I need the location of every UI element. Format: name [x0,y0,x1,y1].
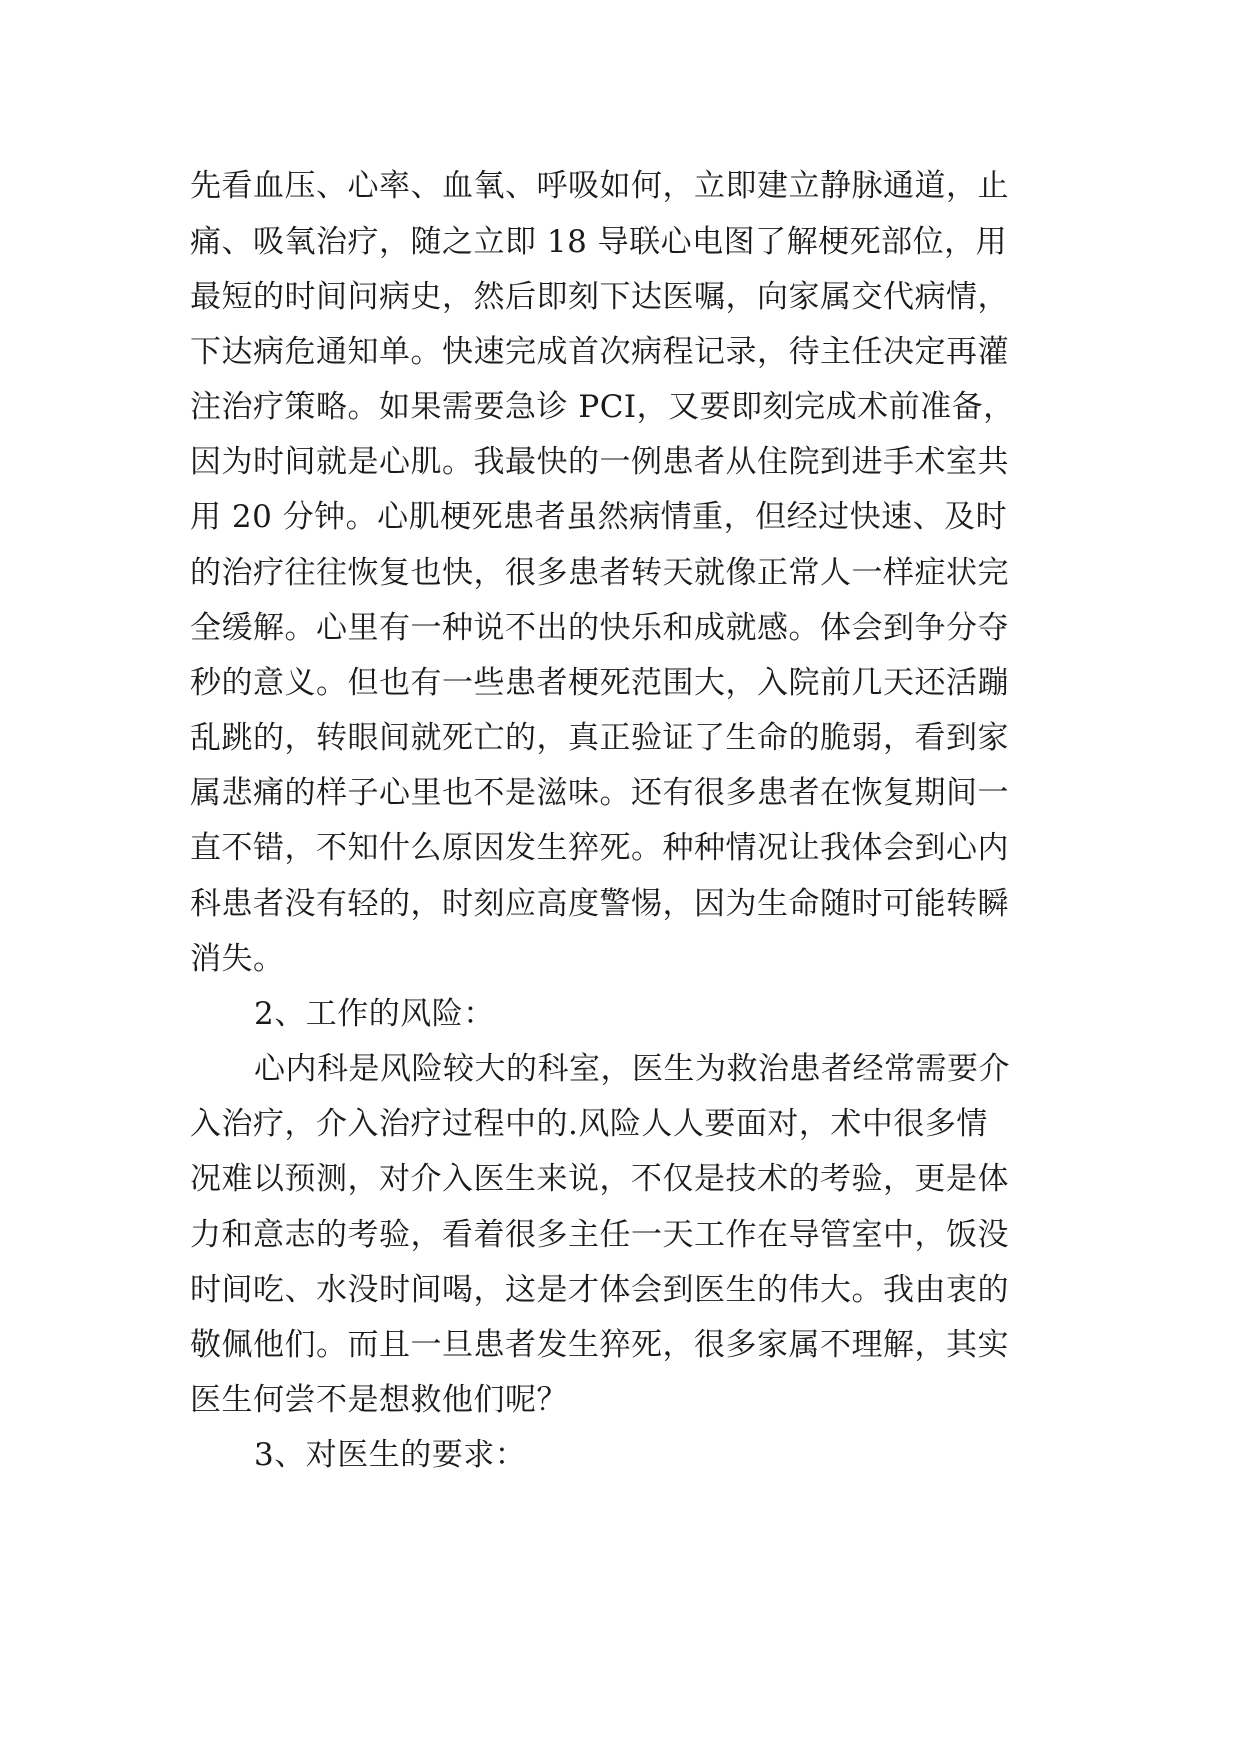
text-line: 痛、吸氧治疗，随之立即 18 导联心电图了解梗死部位，用 [190,224,1008,260]
text-line: 科患者没有轻的，时刻应高度警惕，因为生命随时可能转瞬 [190,886,1009,922]
text-line: 消失。 [190,941,285,977]
text-line: 敬佩他们。而且一旦患者发生猝死，很多家属不理解，其实 [190,1327,1009,1363]
text-line: 时间吃、水没时间喝，这是才体会到医生的伟大。我由衷的 [190,1272,1009,1308]
text-line: 全缓解。心里有一种说不出的快乐和成就感。体会到争分夺 [190,610,1009,646]
text-line: 属悲痛的样子心里也不是滋味。还有很多患者在恢复期间一 [190,775,1009,811]
paragraph-first-line: 心内科是风险较大的科室，医生为救治患者经常需要介 [254,1051,1010,1087]
text-line: 医生何尝不是想救他们呢？ [190,1382,568,1418]
text-line: 秒的意义。但也有一些患者梗死范围大，入院前几天还活蹦 [190,665,1009,701]
text-line: 注治疗策略。如果需要急诊 PCI，又要即刻完成术前准备， [190,389,1015,425]
section-heading: 2、工作的风险： [254,996,495,1032]
text-line: 乱跳的，转眼间就死亡的，真正验证了生命的脆弱，看到家 [190,720,1009,756]
text-line: 因为时间就是心肌。我最快的一例患者从住院到进手术室共 [190,444,1009,480]
text-line: 下达病危通知单。快速完成首次病程记录，待主任决定再灌 [190,334,1009,370]
text-line: 最短的时间问病史，然后即刻下达医嘱，向家属交代病情， [190,279,1009,315]
text-line: 先看血压、心率、血氧、呼吸如何，立即建立静脉通道，止 [190,168,1009,204]
section-heading: 3、对医生的要求： [254,1437,527,1473]
text-line: 入治疗，介入治疗过程中的.风险人人要面对，术中很多情 [190,1106,988,1142]
text-line: 的治疗往往恢复也快，很多患者转天就像正常人一样症状完 [190,555,1009,591]
text-line: 用 20 分钟。心肌梗死患者虽然病情重，但经过快速、及时 [190,499,1008,535]
text-line: 直不错，不知什么原因发生猝死。种种情况让我体会到心内 [190,830,1009,866]
text-line: 力和意志的考验，看着很多主任一天工作在导管室中，饭没 [190,1217,1009,1253]
text-line: 况难以预测，对介入医生来说，不仅是技术的考验，更是体 [190,1161,1009,1197]
